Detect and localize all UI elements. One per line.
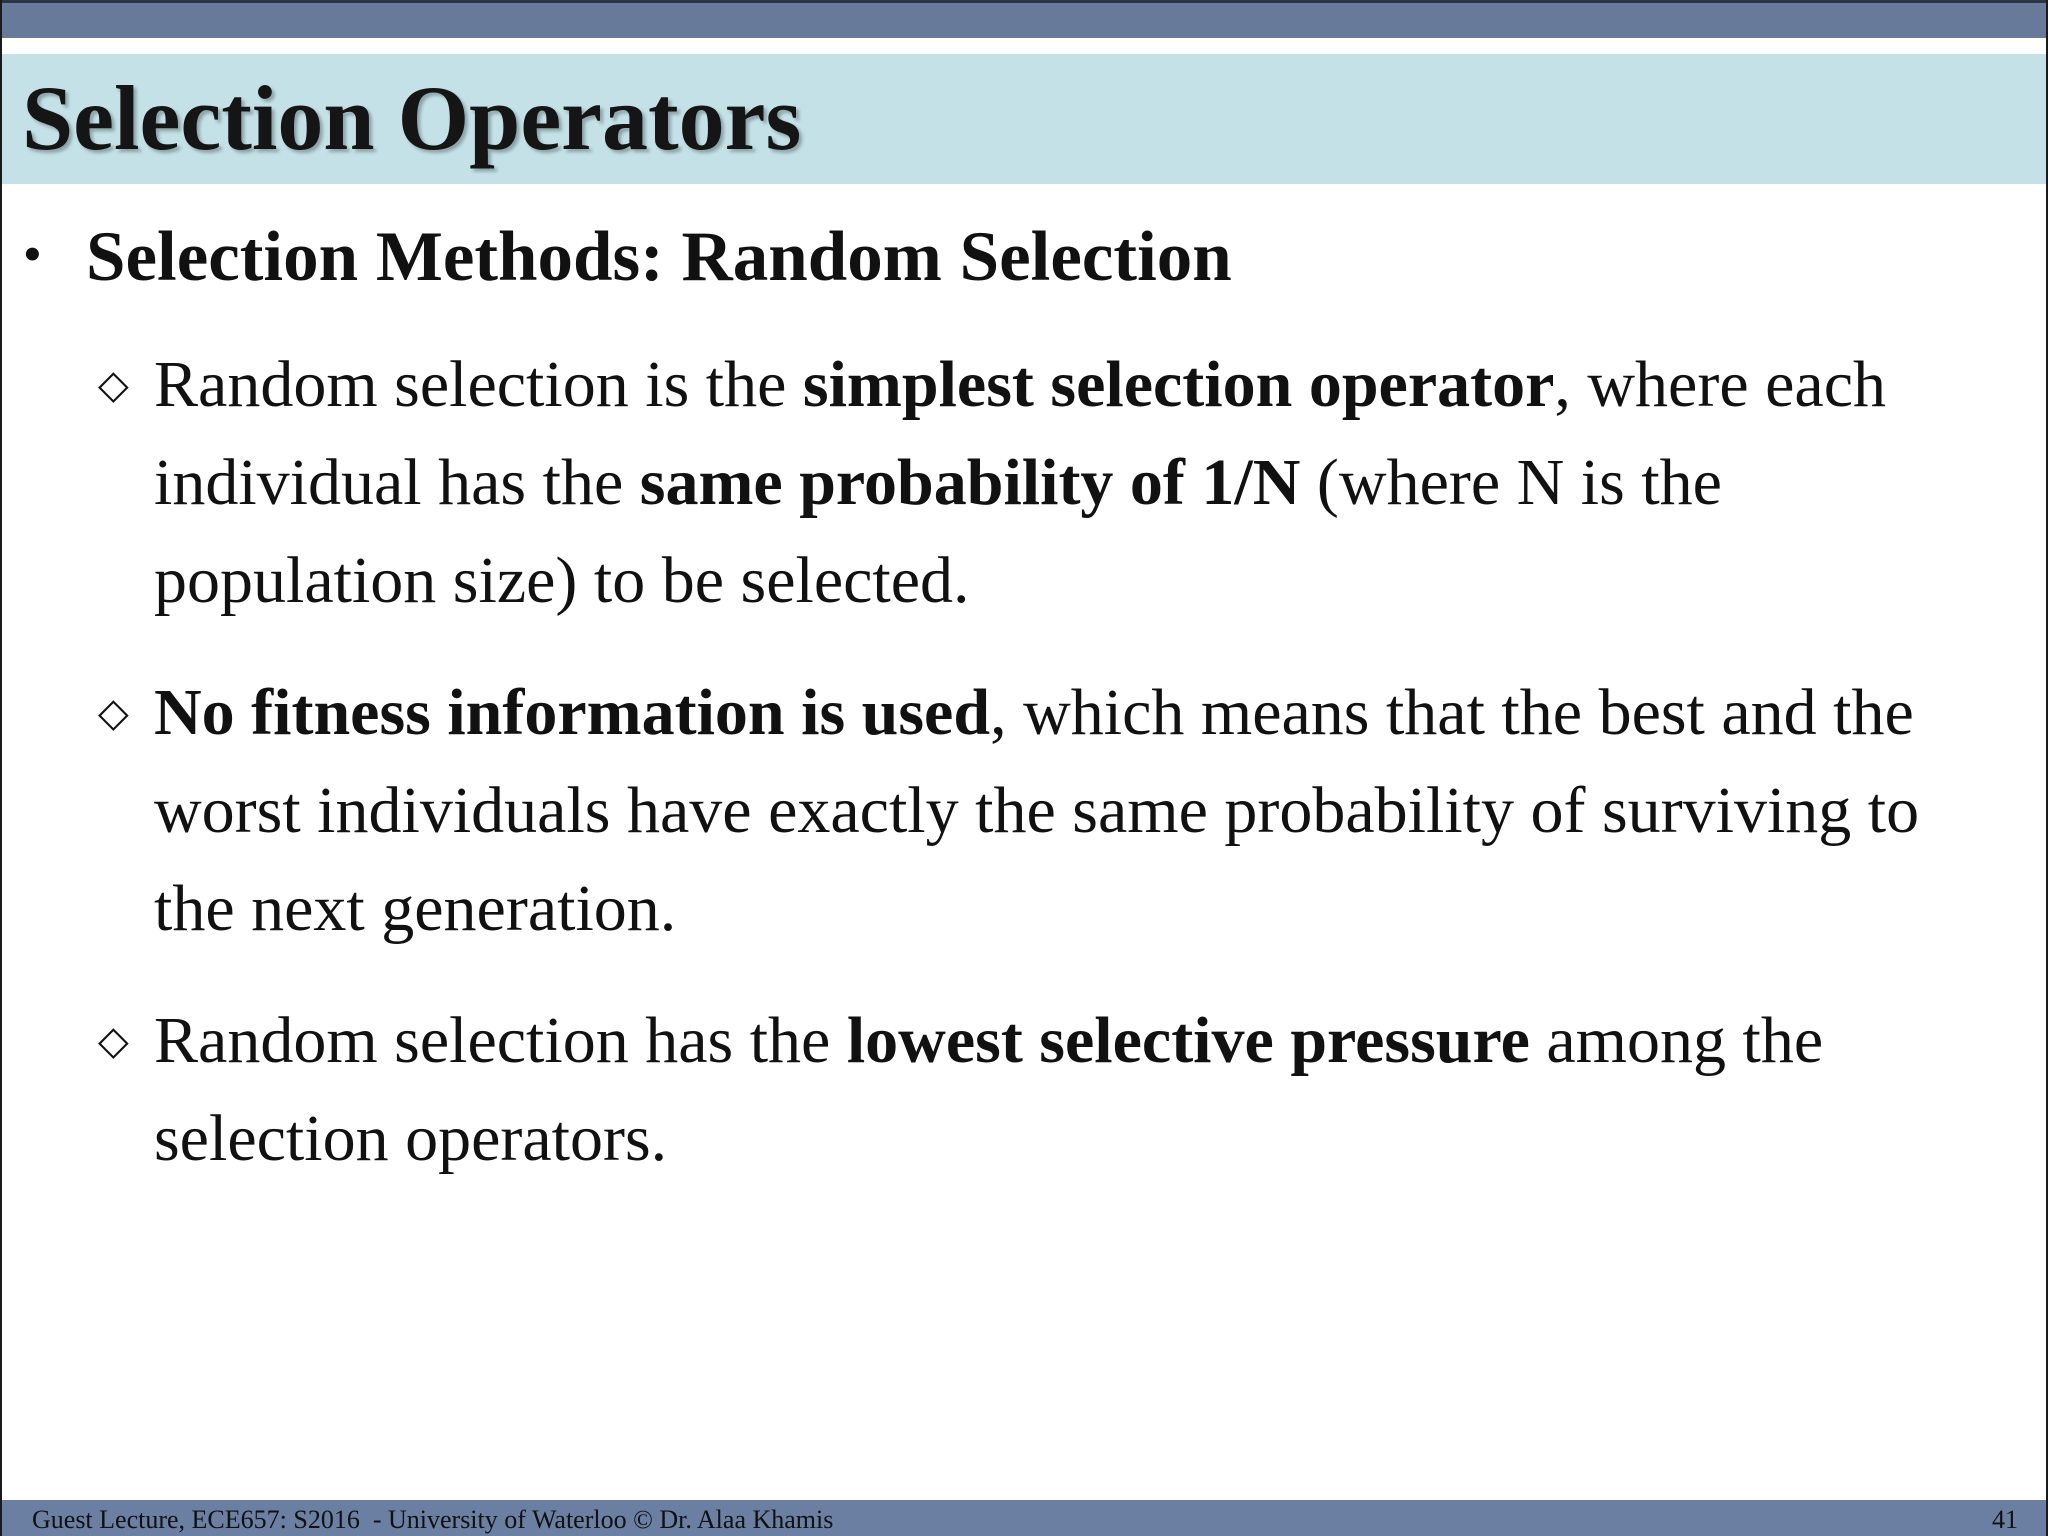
sub-point-1-plain-0: Random selection is the (154, 348, 803, 421)
sub-point-1-bold-0: simplest selection operator (802, 348, 1555, 421)
sub-point-1-plain-1: , where each individual has the (154, 348, 1887, 519)
diamond-bullet-icon: ◇ (98, 690, 129, 735)
sub-point-3-plain-1: among the selection operators. (154, 1004, 1824, 1175)
footer-bar (2, 1500, 2046, 1536)
sub-point-3 (98, 992, 1958, 1188)
sub-point-1-plain-2: (where N is the population size) to be selected. (154, 446, 1722, 617)
main-bullet (24, 218, 1232, 296)
sub-point-2-plain-0: , which means that the best and the worst individuals have exactly the same probability of surviving to the next generation. (154, 676, 1920, 945)
sub-point-1-bold-1: same probability of 1/N (639, 446, 1301, 519)
top-gap (2, 38, 2046, 54)
diamond-bullet-icon: ◇ (98, 362, 129, 407)
sub-point-2 (98, 664, 1958, 958)
sub-point-2-bold-0: No fitness information is used (154, 676, 991, 749)
sub-point-3-text (154, 992, 1958, 1188)
sub-point-2-text (154, 664, 1958, 958)
top-accent-band (2, 0, 2046, 38)
sub-point-3-plain-0: Random selection has the (154, 1004, 847, 1077)
footer-text: Guest Lecture, ECE657: S2016 - University of Waterloo © Dr. Alaa Khamis (32, 1505, 834, 1534)
slide-title: Selection Operators (22, 67, 802, 169)
sub-point-3-bold-0: lowest selective pressure (846, 1004, 1530, 1077)
sub-point-1-text (154, 336, 1958, 630)
diamond-bullet-icon: ◇ (98, 1018, 129, 1063)
bullet-dot-icon: • (24, 228, 41, 281)
sub-point-1 (98, 336, 1958, 630)
page-number: 41 (1992, 1505, 2018, 1534)
main-bullet-text: Selection Methods: Random Selection (86, 218, 1232, 296)
